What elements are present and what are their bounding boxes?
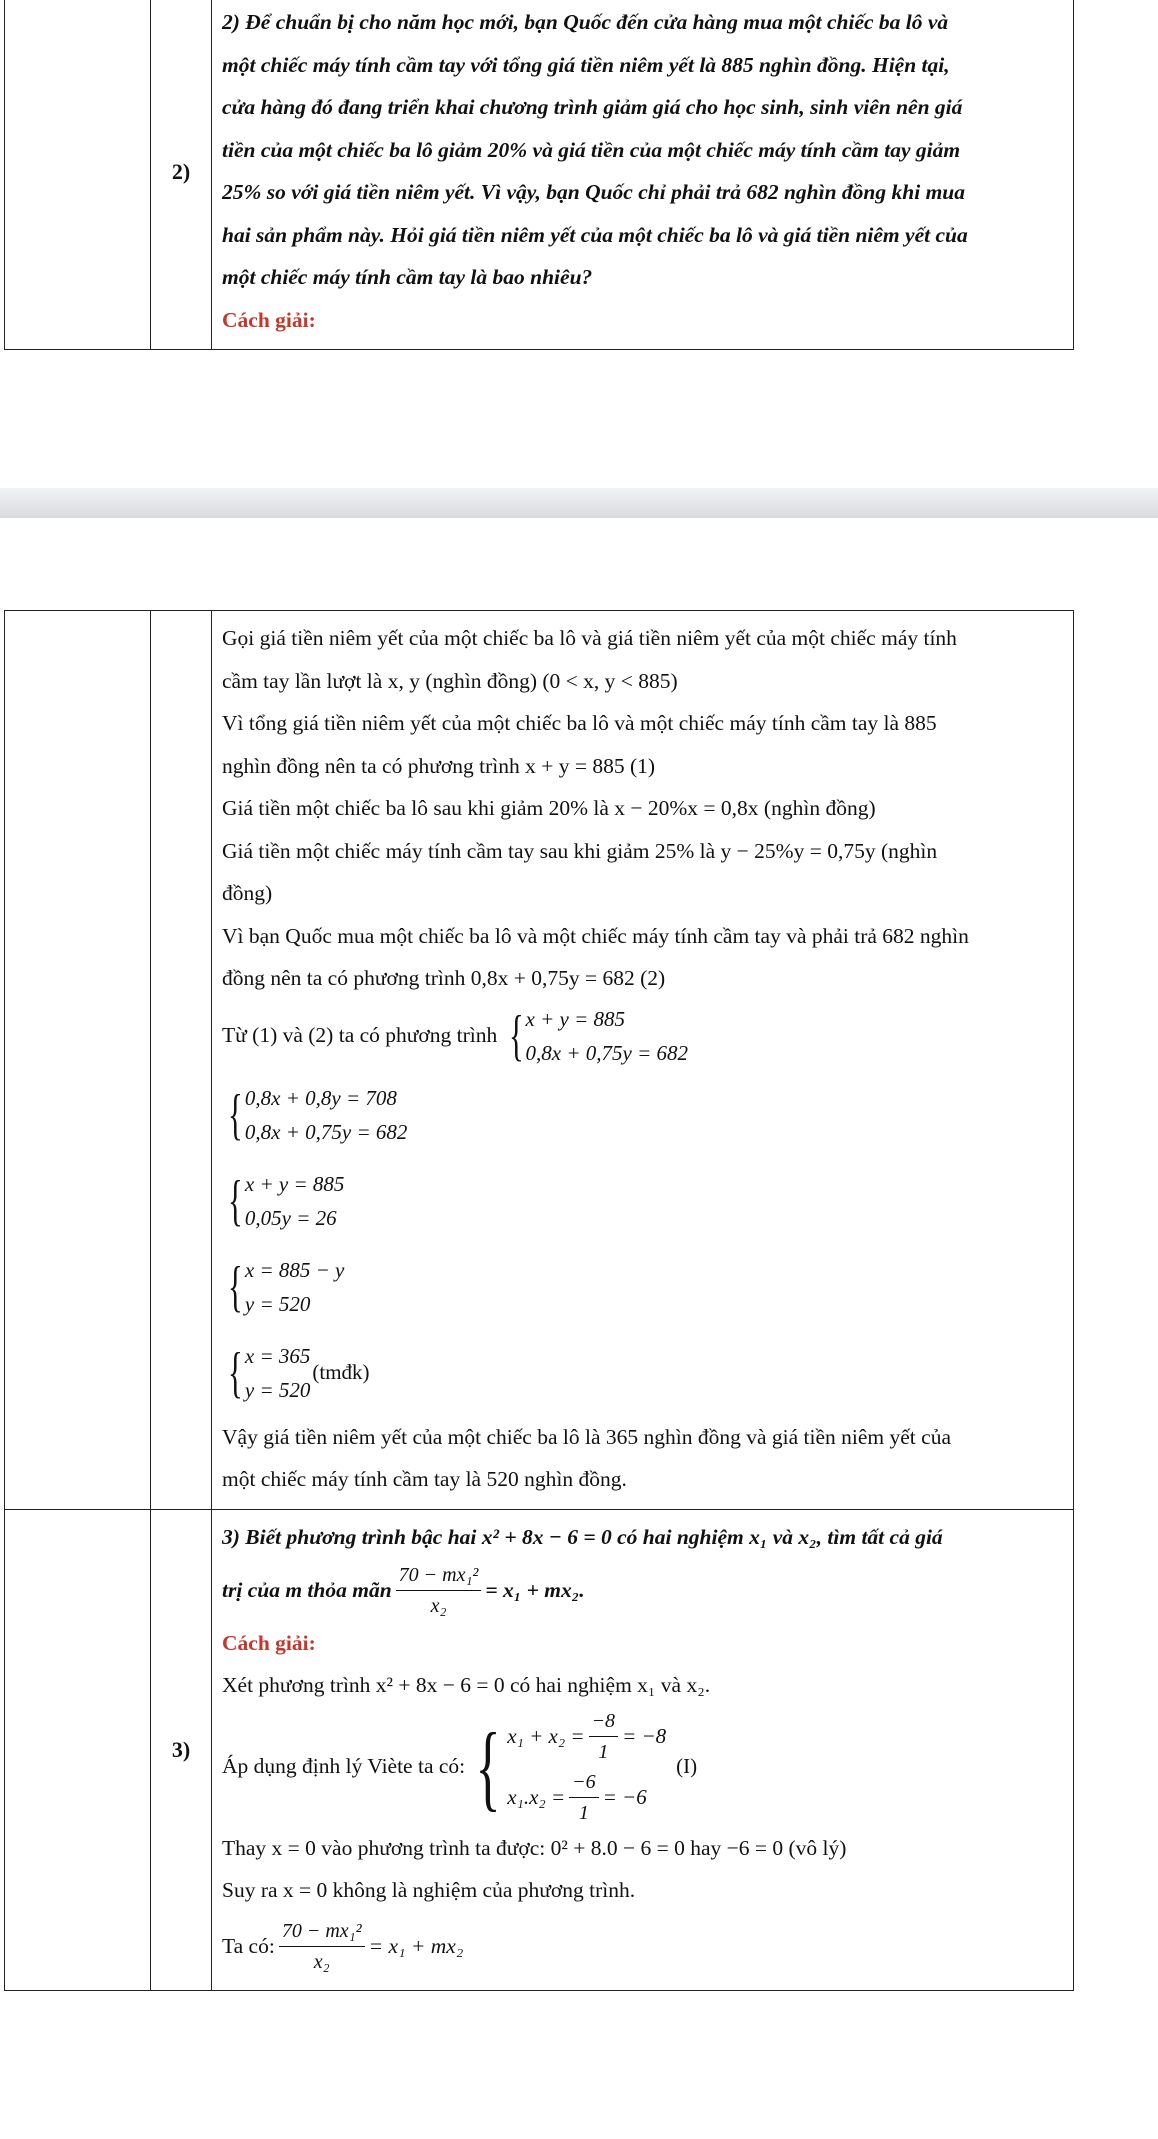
p2q-line: 25% so với giá tiền niêm yết. Vì vậy, bạn Quốc chỉ phải trả 682 nghìn đồng khi mua	[222, 180, 965, 204]
problem-3-line-1: Xét phương trình x² + 8x − 6 = 0 có hai nghiệm x₁ và x₂.	[222, 1673, 711, 1697]
viete-product: x₁.x₂ = $\frac{-6}{1}$ = −6	[507, 1767, 666, 1828]
problem-2-label: 2)	[151, 0, 212, 349]
problem-2-question	[222, 1, 1067, 299]
p2s-line: Giá tiền một chiếc ba lô sau khi giảm 20% là x − 20%x = 0,8x (nghìn đồng)	[222, 796, 876, 820]
problem-3-index-cell	[5, 1509, 151, 1990]
page-gap	[0, 488, 1158, 518]
problem-2-index-cell	[5, 0, 151, 349]
viete-sum: x₁ + x₂ = $\frac{-8}{1}$ = −8	[507, 1706, 666, 1767]
problem-3-line-2: Thay x = 0 vào phương trình ta được: 0² + 8.0 − 6 = 0 hay −6 = 0 (vô lý)	[222, 1835, 847, 1860]
system-intro-line	[222, 1000, 1067, 1072]
system-step-4-eq2: y = 520	[244, 1377, 311, 1402]
page-2	[0, 518, 1150, 2139]
p2s-line: đồng nên ta có phương trình 0,8x + 0,75y = 682 (2)	[222, 966, 666, 990]
system-step-2-eq1: x + y = 885	[244, 1171, 345, 1196]
p2s-line: Vì bạn Quốc mua một chiếc ba lô và một chiếc máy tính cầm tay và phải trả 682 nghìn	[222, 923, 969, 948]
problem-3-question-line2: trị của m thỏa mãn $\frac{\text{70 − mx₁²}}{\text{x₂}}$ = x₁ + mx₂.	[222, 1558, 1067, 1622]
problem-3-label: 3)	[151, 1509, 212, 1990]
problem-3-question-fraction: $\frac{\text{70 − mx₁²}}{\text{x₂}}$	[396, 1560, 482, 1621]
p2q-line: tiền của một chiếc ba lô giảm 20% và giá tiền của một chiếc máy tính cầm tay giảm	[222, 137, 961, 162]
problem-2-label-cell	[151, 611, 212, 1510]
problem-3-line-3: Suy ra x = 0 không là nghiệm của phương trình.	[222, 1878, 636, 1902]
system-step-4: { x = 365 y = 520 (tmđk)	[222, 1330, 1067, 1416]
viete-intro: Áp dụng định lý Viète ta có:	[222, 1754, 466, 1779]
system-step-2: { x + y = 885 0,05y = 26	[222, 1158, 1067, 1244]
system-step-1-eq2: 0,8x + 0,75y = 682	[244, 1119, 408, 1144]
solutions-table	[4, 610, 1074, 1991]
problem-2-question-cell	[212, 0, 1074, 349]
viete-system: { x₁ + x₂ = $\frac{-8}{1}$ = −8 x₁.x₂ = $\frac{-6}{1}$ = −6 (I)	[465, 1706, 697, 1828]
viete-block	[222, 1707, 1067, 1827]
system-main-eq1: x + y = 885	[525, 1006, 626, 1031]
problem-3-line-4: Ta có: $\frac{\text{70 − mx₁²}}{\text{x₂}}$ = x₁ + mx₂	[222, 1912, 1067, 1982]
problem-2-index-cell	[5, 611, 151, 1510]
p2s-line: đồng)	[222, 881, 273, 905]
system-step-2-eq2: 0,05y = 26	[244, 1205, 337, 1230]
p2q-line: cửa hàng đó đang triển khai chương trình giảm giá cho học sinh, sinh viên nên giá	[222, 95, 963, 119]
p2s-line: Gọi giá tiền niêm yết của một chiếc ba lô và giá tiền niêm yết của một chiếc máy tính	[222, 626, 957, 650]
system-step-3-eq2: y = 520	[244, 1291, 311, 1316]
problem-2-solution	[222, 617, 1067, 1000]
p2c-line: một chiếc máy tính cầm tay là 520 nghìn đồng.	[222, 1467, 627, 1491]
problem-3-question-line1: 3) Biết phương trình bậc hai x² + 8x − 6 = 0 có hai nghiệm x₁ và x₂, tìm tất cả giá	[222, 1524, 943, 1549]
viete-tag: (I)	[676, 1754, 698, 1779]
system-step-1-eq1: 0,8x + 0,8y = 708	[244, 1085, 397, 1110]
problem-3-solution-heading: Cách giải:	[222, 1631, 316, 1655]
system-step-4-eq1: x = 365	[244, 1343, 311, 1368]
page-1	[0, 0, 1150, 490]
p2q-line: 2) Để chuẩn bị cho năm học mới, bạn Quốc đến cửa hàng mua một chiếc ba lô và	[222, 10, 949, 34]
p2q-line: hai sản phẩm này. Hỏi giá tiền niêm yết của một chiếc ba lô và giá tiền niêm yết của	[222, 222, 968, 247]
system-main: { x + y = 885 0,8x + 0,75y = 682	[503, 1002, 688, 1070]
system-step-3: { x = 885 − y y = 520	[222, 1244, 1067, 1330]
p2s-line: nghìn đồng nên ta có phương trình x + y = 885 (1)	[222, 753, 656, 778]
system-step-3-eq1: x = 885 − y	[244, 1257, 345, 1282]
system-intro-text: Từ (1) và (2) ta có phương trình	[222, 1023, 498, 1048]
problem-2-table	[4, 0, 1074, 350]
p2c-line: Vậy giá tiền niêm yết của một chiếc ba lô là 365 nghìn đồng và giá tiền niêm yết của	[222, 1424, 951, 1449]
p2q-line: một chiếc máy tính cầm tay với tổng giá tiền niêm yết là 885 nghìn đồng. Hiện tại,	[222, 52, 950, 77]
p2s-line: cầm tay lần lượt là x, y (nghìn đồng) (0 < x, y < 885)	[222, 668, 678, 693]
problem-2-conclusion	[222, 1416, 1067, 1501]
problem-3-cell	[212, 1509, 1074, 1990]
system-step-1: { 0,8x + 0,8y = 708 0,8x + 0,75y = 682	[222, 1072, 1067, 1158]
p2s-line: Vì tổng giá tiền niêm yết của một chiếc ba lô và một chiếc máy tính cầm tay là 885	[222, 711, 937, 735]
problem-2-solution-cell	[212, 611, 1074, 1510]
problem-2-solution-heading: Cách giải:	[222, 307, 316, 332]
tmdk-note: (tmđk)	[312, 1360, 370, 1384]
p2q-line: một chiếc máy tính cầm tay là bao nhiêu?	[222, 265, 593, 289]
system-main-eq2: 0,8x + 0,75y = 682	[525, 1040, 689, 1065]
p2s-line: Giá tiền một chiếc máy tính cầm tay sau khi giảm 25% là y − 25%y = 0,75y (nghìn	[222, 838, 938, 863]
